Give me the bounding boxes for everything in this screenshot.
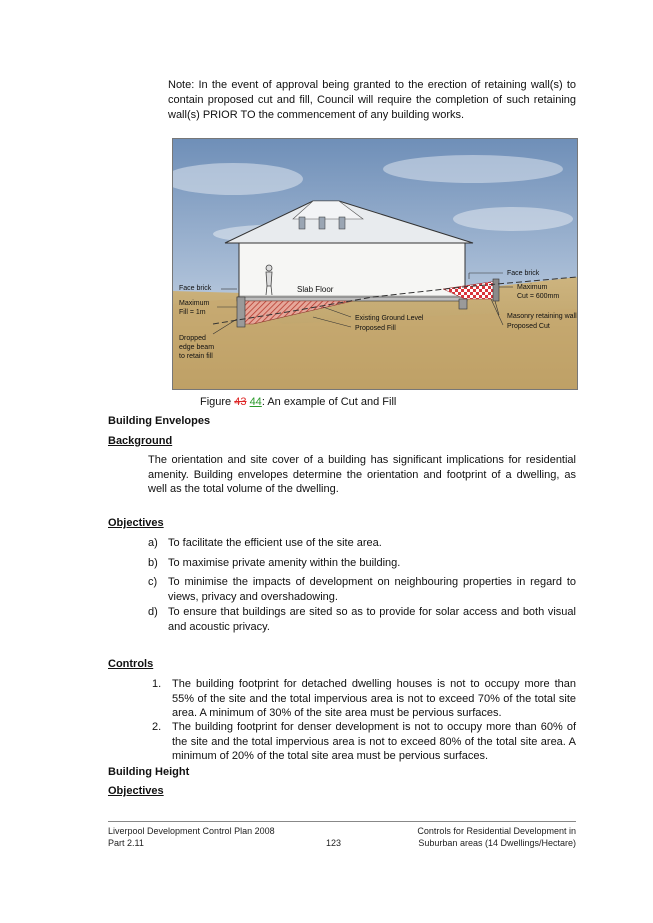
dormer-window (319, 217, 325, 229)
objective-text: To ensure that buildings are sited so as to provide for solar access and both visual and acoustic privacy. (168, 606, 576, 633)
heading-controls: Controls (108, 658, 154, 670)
figure-caption (200, 396, 396, 408)
label-dropped-2: edge beam (179, 344, 215, 351)
objective-text: To maximise private amenity within the building. (168, 557, 401, 569)
caption-prefix: Figure (200, 396, 235, 408)
footing (459, 299, 467, 309)
label-existing-ground: Existing Ground Level (355, 315, 424, 322)
label-max-cut-2: Cut = 600mm (517, 293, 560, 300)
cloud (383, 155, 563, 183)
objective-text: To minimise the impacts of development on neighbouring properties in regard to views, privacy and overshadowing. (168, 576, 576, 603)
label-face-brick-right: Face brick (507, 270, 540, 277)
control-text: The building footprint for denser development is not to occupy more than 60% of the site and the total impervious area is not to exceed 80% of the total site area. A minimum of 20% of the total site area must be pervious surfaces. (172, 721, 576, 762)
control-item (152, 720, 576, 765)
label-max-cut-1: Maximum (517, 284, 548, 291)
control-text: The building footprint for detached dwelling houses is not to occupy more than 55% of the site and the total impervious area is not to exceed 70% of the total site area. A minimum of 30% of the site area must be pervious surfaces. (172, 678, 576, 719)
heading-building-envelopes: Building Envelopes (108, 415, 211, 427)
objective-marker: d) (148, 606, 158, 618)
control-marker: 1. (152, 678, 162, 690)
heading-building-height: Building Height (108, 766, 190, 778)
label-proposed-fill: Proposed Fill (355, 325, 396, 332)
label-face-brick-left: Face brick (179, 285, 212, 292)
cut-and-fill-diagram (173, 139, 577, 389)
label-max-fill-2: Fill = 1m (179, 309, 206, 316)
footer-page-number: 123 (326, 838, 342, 848)
dropped-edge-beam (237, 297, 245, 327)
heading-height-objectives: Objectives (108, 785, 164, 797)
objective-item (148, 556, 576, 571)
footer-left-line1: Liverpool Development Control Plan 2008 (108, 826, 275, 836)
caption-suffix: : An example of Cut and Fill (261, 396, 397, 408)
label-dropped-1: Dropped (179, 335, 206, 342)
cloud (453, 207, 573, 231)
masonry-retaining-wall (493, 279, 499, 301)
control-marker: 2. (152, 721, 162, 733)
dormer-window (339, 217, 345, 229)
objective-marker: c) (148, 576, 158, 588)
objective-item (148, 605, 576, 635)
dormer-window (299, 217, 305, 229)
footer-rule (108, 821, 576, 822)
control-item (152, 677, 576, 722)
label-max-fill-1: Maximum (179, 300, 210, 307)
background-paragraph: The orientation and site cover of a building has significant implications for residential amenity. Building envelopes determine the orientation and footprint of a dwelling, as well as the total volume of the dwelling. (148, 454, 576, 495)
heading-background: Background (108, 435, 173, 447)
heading-objectives: Objectives (108, 517, 164, 529)
cut-and-fill-figure (172, 138, 578, 390)
label-dropped-3: to retain fill (179, 353, 213, 360)
label-masonry-wall: Masonry retaining wall (507, 313, 577, 320)
objective-item (148, 536, 576, 551)
label-slab-floor: Slab Floor (297, 285, 334, 294)
footer-right-line1: Controls for Residential Development in (417, 826, 576, 836)
caption-inserted-number: 44 (249, 396, 262, 408)
retaining-wall-note: Note: In the event of approval being granted to the erection of retaining wall(s) to contain proposed cut and fill, Council will require the completion of such retaining wall(s) PRIOR TO the commencement of any building works. (168, 79, 576, 121)
footer-right-line2: Suburban areas (14 Dwellings/Hectare) (418, 838, 576, 848)
label-proposed-cut: Proposed Cut (507, 323, 550, 330)
objective-text: To facilitate the efficient use of the site area. (168, 537, 382, 549)
footer-left-line2: Part 2.11 (108, 838, 144, 848)
objective-marker: b) (148, 557, 158, 569)
objective-item (148, 575, 576, 605)
objective-marker: a) (148, 537, 158, 549)
caption-deleted-number: 43 (234, 396, 247, 408)
